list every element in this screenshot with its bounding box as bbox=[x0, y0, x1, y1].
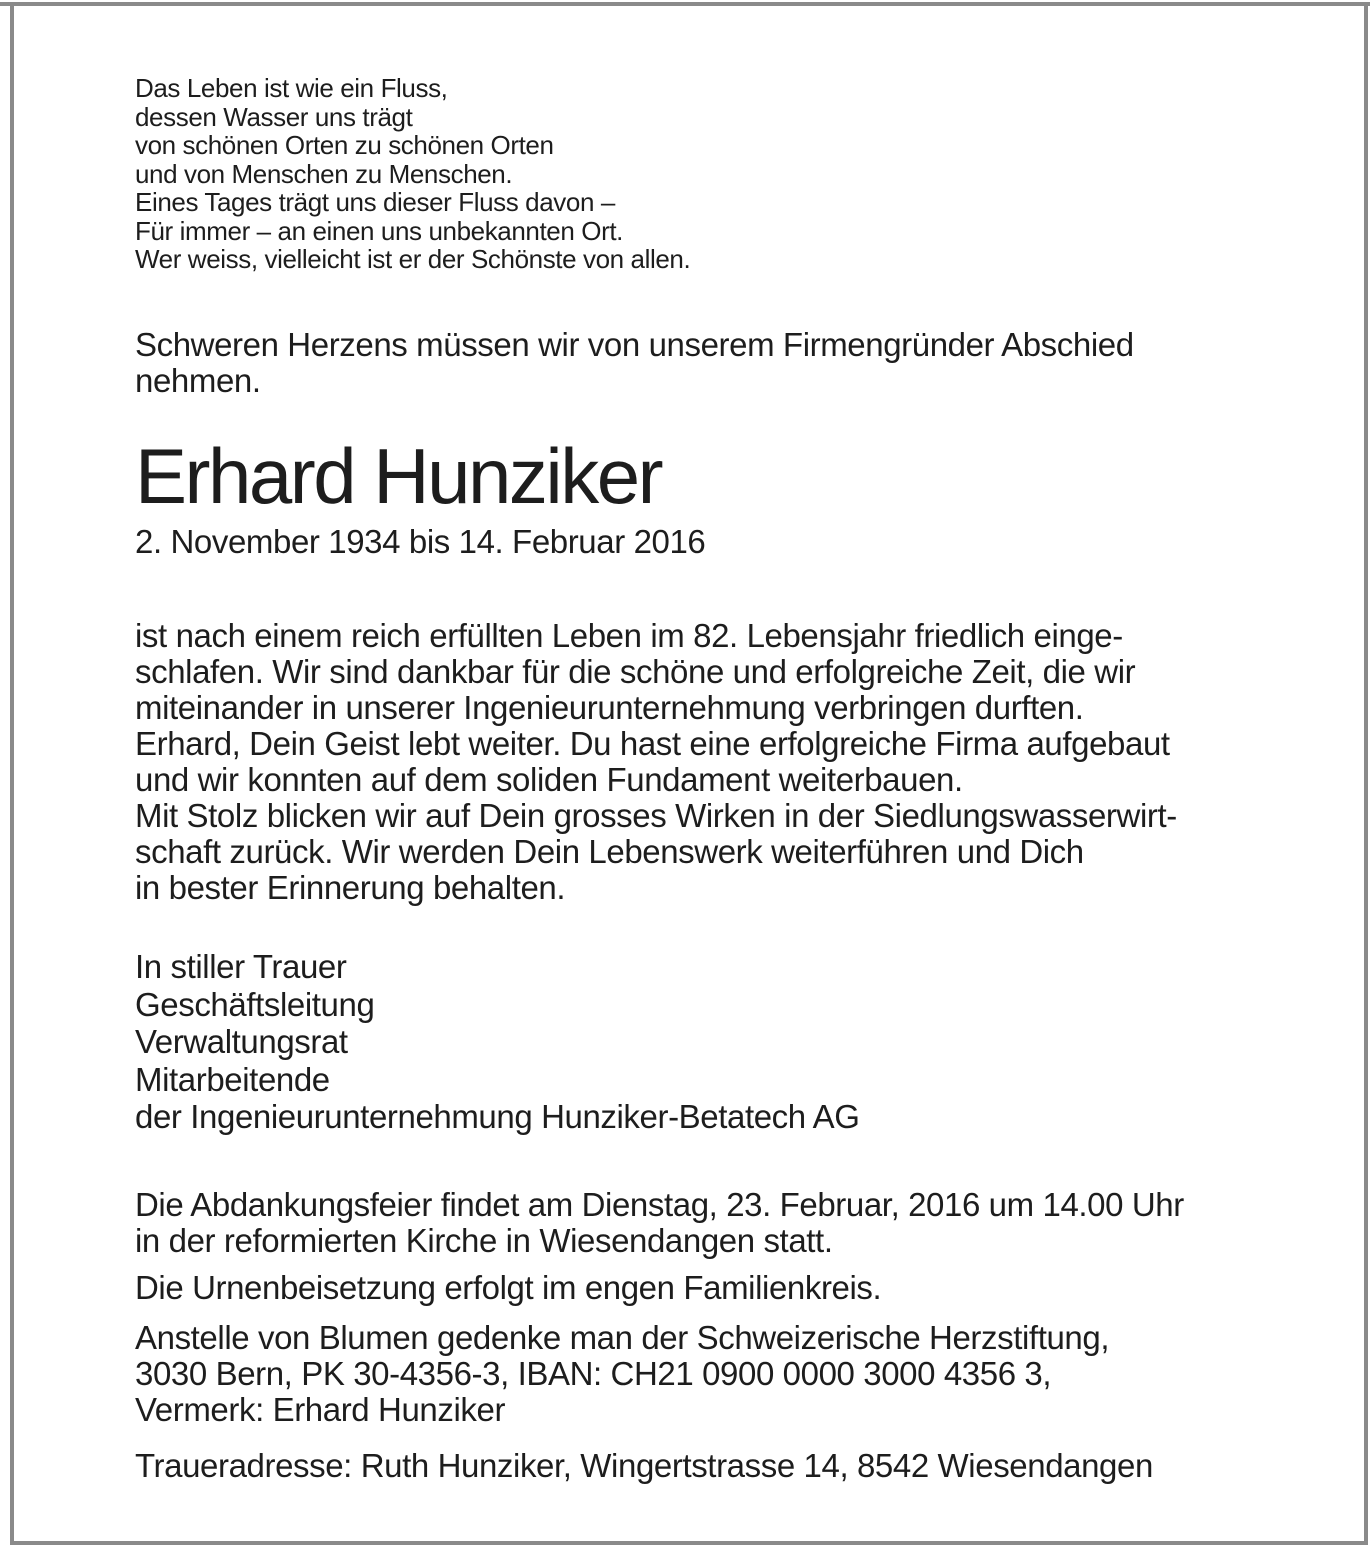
tribute-line: in bester Erinnerung behalten. bbox=[135, 869, 566, 906]
deceased-name: Erhard Hunziker bbox=[135, 432, 662, 520]
mourners-line: In stiller Trauer bbox=[135, 948, 347, 985]
tribute-line: schaft zurück. Wir werden Dein Lebenswerk weiterführen und Dich bbox=[135, 833, 1084, 870]
interment-info: Die Urnenbeisetzung erfolgt im engen Familienkreis. bbox=[135, 1269, 882, 1306]
mourners-line: der Ingenieurunternehmung Hunziker-Betatech AG bbox=[135, 1098, 860, 1135]
life-dates: 2. November 1934 bis 14. Februar 2016 bbox=[135, 523, 706, 560]
mourners-line: Verwaltungsrat bbox=[135, 1023, 348, 1060]
poem-line: Das Leben ist wie ein Fluss, bbox=[135, 73, 448, 103]
service-line: Die Abdankungsfeier findet am Dienstag, 23. Februar, 2016 um 14.00 Uhr bbox=[135, 1186, 1184, 1223]
poem-line: Eines Tages trägt uns dieser Fluss davon – bbox=[135, 187, 615, 217]
poem-line: Für immer – an einen uns unbekannten Ort. bbox=[135, 215, 623, 246]
poem-line: von schönen Orten zu schönen Orten bbox=[135, 130, 554, 160]
mourners-list bbox=[135, 948, 860, 1136]
intro-line: nehmen. bbox=[135, 362, 261, 399]
donation-line: 3030 Bern, PK 30-4356-3, IBAN: CH21 0900 0000 3000 4356 3, bbox=[135, 1355, 1052, 1392]
memorial-poem bbox=[135, 74, 690, 274]
tribute-line: Mit Stolz blicken wir auf Dein grosses Wirken in der Siedlungswasserwirt- bbox=[135, 797, 1177, 834]
mourners-line: Geschäftsleitung bbox=[135, 985, 375, 1023]
tribute-line: schlafen. Wir sind dankbar für die schöne und erfolgreiche Zeit, die wir bbox=[135, 653, 1136, 690]
donation-line: Anstelle von Blumen gedenke man der Schweizerische Herzstiftung, bbox=[135, 1319, 1110, 1356]
tribute-line: und wir konnten auf dem soliden Fundament weiterbauen. bbox=[135, 761, 963, 798]
tribute-line: miteinander in unserer Ingenieurunternehmung verbringen durften. bbox=[135, 689, 1084, 726]
condolence-address: Traueradresse: Ruth Hunziker, Wingertstrasse 14, 8542 Wiesendangen bbox=[135, 1447, 1153, 1484]
poem-line: und von Menschen zu Menschen. bbox=[135, 158, 513, 189]
poem-line: dessen Wasser uns trägt bbox=[135, 101, 413, 132]
intro-text bbox=[135, 327, 1134, 399]
donation-info bbox=[135, 1320, 1109, 1428]
poem-line: Wer weiss, vielleicht ist er der Schönste von allen. bbox=[135, 244, 691, 274]
tribute-line: Erhard, Dein Geist lebt weiter. Du hast eine erfolgreiche Firma aufgebaut bbox=[135, 725, 1170, 762]
service-line: in der reformierten Kirche in Wiesendangen statt. bbox=[135, 1222, 833, 1259]
tribute-line: ist nach einem reich erfüllten Leben im 82. Lebensjahr friedlich einge- bbox=[135, 617, 1123, 654]
tribute-text bbox=[135, 618, 1177, 906]
service-info bbox=[135, 1187, 1184, 1259]
mourners-line: Mitarbeitende bbox=[135, 1060, 330, 1098]
intro-line: Schweren Herzens müssen wir von unserem Firmengründer Abschied bbox=[135, 326, 1134, 363]
donation-line: Vermerk: Erhard Hunziker bbox=[135, 1391, 506, 1428]
